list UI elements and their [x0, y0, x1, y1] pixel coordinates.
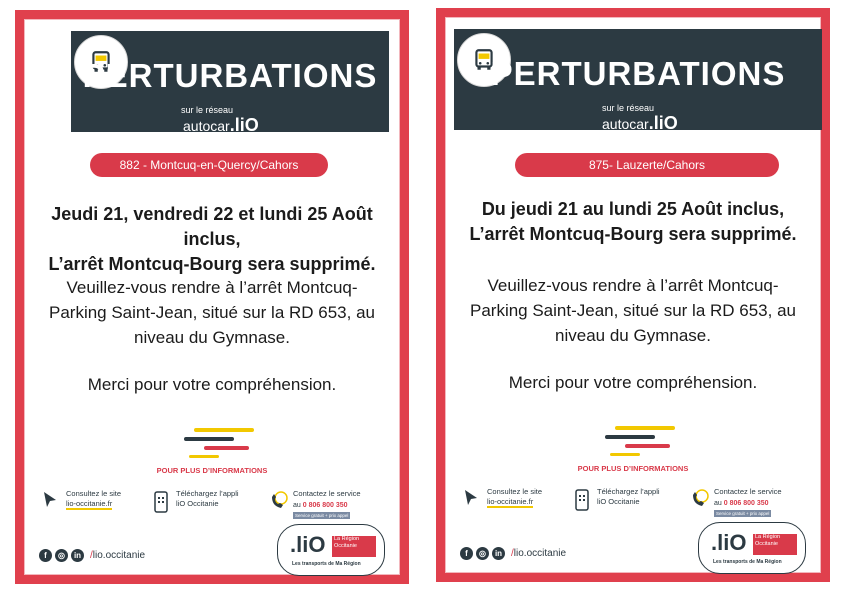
contact-app: Téléchargez l’appli liO Occitanie: [575, 487, 667, 507]
main-message: Du jeudi 21 au lundi 25 Août inclus, L’arrêt Montcuq-Bourg sera supprimé.: [469, 199, 797, 244]
redirect-message: Veuillez-vous rendre à l’arrêt Montcuq- Parking Saint-Jean, situé sur la RD 653, au niveau du Gymnase.: [469, 276, 796, 345]
network-brand: autocar.liO: [183, 115, 259, 135]
decorative-stripes: [595, 422, 685, 458]
more-info-heading: POUR PLUS D’INFORMATIONS: [156, 466, 268, 475]
redirect-message: Veuillez-vous rendre à l’arrêt Montcuq- Parking Saint-Jean, situé sur la RD 653, au niveau du Gymnase.: [48, 278, 375, 347]
contact-app: Téléchargez l’appli liO Occitanie: [154, 489, 246, 509]
more-info-heading: POUR PLUS D’INFORMATIONS: [577, 464, 689, 473]
facebook-icon[interactable]: f: [39, 549, 52, 562]
facebook-icon[interactable]: f: [460, 547, 473, 560]
decorative-stripes: [174, 424, 264, 460]
thanks-message: Merci pour votre compréhension.: [87, 375, 337, 394]
lio-logo: .liO La Région Occitanie Les transports de Ma Région: [277, 524, 385, 576]
network-subtitle: sur le réseau: [181, 105, 234, 115]
phone-call-icon: [269, 491, 289, 511]
page-title: PERTURBATIONS: [82, 57, 378, 94]
social-links: f ◎ in /lio.occitanie: [460, 547, 566, 560]
line-badge: 882 - Montcuq-en-Quercy/Cahors: [90, 153, 328, 177]
main-message: Jeudi 21, vendredi 22 et lundi 25 Août inclus, L’arrêt Montcuq-Bourg sera supprimé.: [48, 204, 376, 274]
service-phone[interactable]: 0 806 800 350: [723, 500, 769, 507]
service-phone[interactable]: 0 806 800 350: [302, 502, 348, 509]
linkedin-icon[interactable]: in: [492, 547, 505, 560]
phone-app-icon: [154, 491, 168, 513]
network-brand: autocar.liO: [602, 113, 678, 133]
lio-logo: .liO La Région Occitanie Les transports de Ma Région: [698, 522, 806, 574]
network-subtitle: sur le réseau: [602, 103, 655, 113]
line-badge: 875- Lauzerte/Cahors: [515, 153, 779, 177]
instagram-icon[interactable]: ◎: [55, 549, 68, 562]
social-links: f ◎ in /lio.occitanie: [39, 549, 145, 562]
instagram-icon[interactable]: ◎: [476, 547, 489, 560]
contact-phone: Contactez le service au 0 806 800 350 Service gratuit + prix appel: [690, 487, 820, 519]
phone-app-icon: [575, 489, 589, 511]
contact-website: Consultez le site lio-occitanie.fr: [42, 489, 132, 509]
contact-website: Consultez le site lio-occitanie.fr: [463, 487, 553, 507]
contact-phone: Contactez le service au 0 806 800 350 Service gratuit + prix appel: [269, 489, 399, 521]
cursor-icon: [42, 491, 58, 509]
page-title: PERTURBATIONS: [490, 55, 786, 92]
linkedin-icon[interactable]: in: [71, 549, 84, 562]
thanks-message: Merci pour votre compréhension.: [508, 373, 758, 392]
website-link[interactable]: lio-occitanie.fr: [66, 499, 113, 508]
cursor-icon: [463, 489, 479, 507]
poster-header: [71, 31, 389, 135]
website-link[interactable]: lio-occitanie.fr: [487, 497, 534, 506]
poster-left: [15, 10, 409, 584]
phone-call-icon: [690, 489, 710, 509]
poster-header: [454, 29, 822, 133]
poster-right: [436, 8, 830, 582]
